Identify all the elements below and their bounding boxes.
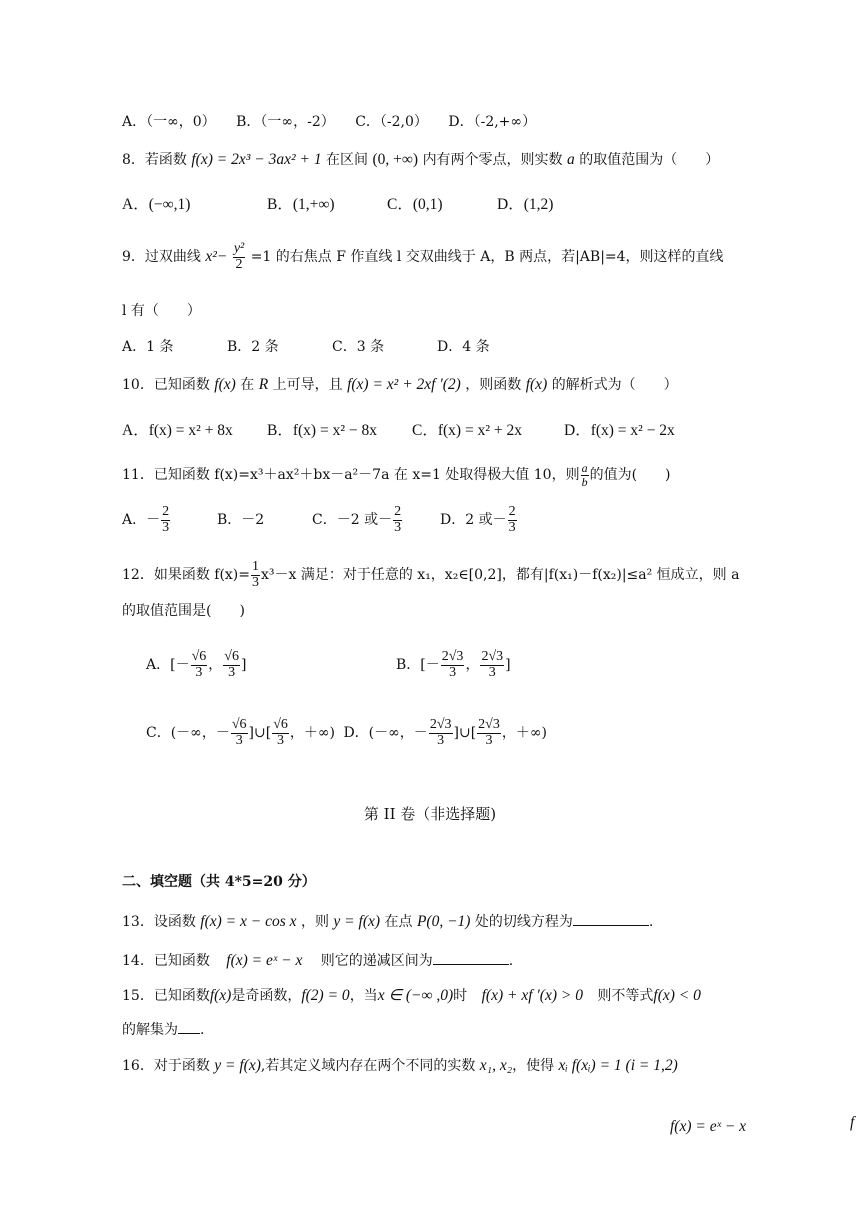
- q15-f1: f(x): [209, 987, 232, 1004]
- q10-stem: [122, 375, 678, 395]
- q11-c-frac: [393, 505, 402, 535]
- q13-tail: .: [648, 914, 654, 930]
- q10-option-d: D．f(x) = x² − 2x: [564, 422, 675, 439]
- q12-b-n2: 2√3: [481, 649, 504, 664]
- q10-prefix: 10．已知函数: [122, 377, 210, 393]
- q15-t1: 是奇函数，: [231, 988, 302, 1004]
- q11-a-den: 3: [162, 519, 170, 535]
- q12-option-c: [146, 717, 335, 748]
- q14-prefix: 14．已知函数: [122, 953, 210, 969]
- q12-d-n2: 2√3: [478, 717, 500, 732]
- q12-stem: [122, 560, 739, 590]
- q12-prefix: 12．如果函数 f(x)=: [122, 567, 250, 584]
- q11-option-b: B．－2: [217, 512, 265, 529]
- q12-d-mid: ]∪[: [453, 725, 477, 742]
- q11-d-label: D．2 或－: [440, 512, 507, 529]
- q10-end: 的解析式为（ ）: [551, 377, 678, 393]
- q13-blank[interactable]: [573, 911, 649, 926]
- q8-suffix: 内有两个零点，则实数: [422, 152, 563, 168]
- q8-option-b: B．(1,+∞): [267, 196, 335, 213]
- q9-suffix: =1 的右焦点 F 作直线 l 交双曲线于 A，B 两点，若|AB|=4，则这样的直线: [250, 249, 724, 266]
- q15-ineq: f(x) + xf ′(x) > 0: [481, 987, 583, 1004]
- q16-mid: ,若其定义域内存在两个不同的实数: [260, 1058, 476, 1074]
- q13-point: P(0, −1): [416, 913, 471, 930]
- section2-header: 二、填空题（共 4*5=20 分）: [122, 874, 316, 890]
- q8-interval: (0, +∞): [372, 151, 419, 168]
- q11-c-label: C．－2 或－: [312, 512, 393, 529]
- q13: [122, 911, 653, 932]
- q12-fraction: [251, 560, 260, 590]
- q12-c-n1: √6: [231, 717, 247, 732]
- q9-options: [122, 337, 490, 357]
- q15-ineq2: f(x) < 0: [653, 987, 701, 1004]
- q12-b-d1: 3: [449, 664, 457, 680]
- q12-a-sep: ，: [208, 657, 223, 674]
- q12-option-d: [343, 717, 547, 748]
- q12-a-d2: 3: [228, 664, 236, 680]
- q12-a-label: A．[－: [146, 657, 190, 674]
- q9-fraction: [233, 242, 245, 272]
- q12-option-a: [146, 650, 246, 680]
- q9-denominator: 2: [235, 256, 243, 272]
- q11-options: [122, 505, 518, 535]
- q12-c-frac2: [272, 718, 289, 748]
- q8-option-a: A．(−∞,1): [122, 196, 191, 213]
- q9-option-a: A．1 条: [122, 339, 174, 355]
- q11-text: 11．已知函数 f(x)=x³＋ax²＋bx－a²－7a 在 x=1 处取得极大值 10，则: [122, 467, 580, 484]
- q14: [122, 950, 513, 971]
- q14-end: 则它的递减区间为: [320, 953, 433, 969]
- part2-title: 第 II 卷（非选择题): [363, 805, 497, 823]
- q12-b-end: ]: [505, 657, 511, 674]
- q9-line2: l 有（ ）: [122, 303, 201, 319]
- q12-d-end: ，＋∞): [501, 725, 547, 742]
- q8-option-c: C．(0,1): [387, 196, 443, 213]
- q8-stem: [122, 150, 719, 170]
- q12-options-cd: [146, 718, 547, 748]
- q15-prefix: 15．已知函数: [122, 988, 210, 1004]
- q15-t4: 则不等式: [597, 988, 654, 1004]
- q13-end: 处的切线方程为: [474, 914, 573, 930]
- q16-function: y = f(x): [214, 1057, 261, 1074]
- q12-c-end: ，＋∞): [289, 725, 335, 742]
- q11-a-num: 2: [162, 504, 170, 519]
- q7-option-b: B．（一∞，-2）: [236, 114, 335, 130]
- q8-mid: 在区间: [326, 152, 369, 168]
- q9-numerator: y²: [233, 241, 245, 256]
- q12-suffix: x³－x 满足：对于任意的 x₁，x₂∈[0,2]，都有|f(x₁)－f(x₂)|≤a² 恒成立，则 a: [261, 567, 740, 584]
- q10-mid1: 在: [240, 377, 255, 393]
- q12-den: 3: [252, 574, 259, 590]
- q9-option-d: D．4 条: [437, 339, 490, 355]
- q12-c-d2: 3: [277, 732, 285, 748]
- q8-prefix: 8．若函数: [122, 152, 187, 168]
- q7-option-c: C．（-2,0）: [355, 114, 428, 130]
- q10-func-short: f(x): [214, 376, 236, 393]
- q11-d-frac: [508, 505, 517, 535]
- q15-line2: [122, 1019, 204, 1040]
- q12-b-label: B．[－: [396, 657, 440, 674]
- q9-prefix: 9．过双曲线: [122, 249, 201, 266]
- q10-mid2: 上可导，且: [272, 377, 343, 393]
- q9-stem: [122, 242, 724, 272]
- q15-cond: x ∈ (−∞ ,0): [377, 987, 454, 1004]
- q14-blank[interactable]: [433, 950, 509, 965]
- q15-t3: 时: [453, 988, 468, 1004]
- q11-den: b: [581, 474, 588, 489]
- q12-line2: 的取值范围是( ): [122, 603, 245, 619]
- q12-c-d1: 3: [235, 732, 243, 748]
- q16-vars: x₁, x₂: [479, 1057, 513, 1074]
- q12-d-frac2: [477, 718, 501, 748]
- q15-f2: f(2) = 0: [301, 987, 350, 1004]
- q11-option-c: [312, 505, 440, 535]
- q10-option-c: C．f(x) = x² + 2x: [412, 422, 522, 439]
- q12-d-d1: 3: [437, 732, 445, 748]
- q13-mid: ，则: [300, 914, 329, 930]
- q11-a-label: A．－: [122, 512, 161, 529]
- q15-blank[interactable]: [178, 1019, 200, 1034]
- q10-equation: f(x) = x² + 2xf ′(2): [347, 376, 461, 393]
- q11-option-d: [440, 504, 518, 535]
- q9-option-b: B．2 条: [227, 339, 279, 355]
- q12-c-n2: √6: [273, 717, 288, 732]
- q11-d-num: 2: [508, 504, 516, 519]
- q8-option-d: D．(1,2): [497, 196, 554, 213]
- q10-option-b: B．f(x) = x² − 8x: [267, 422, 377, 439]
- q7-options: [122, 112, 536, 132]
- q15-tail: .: [200, 1022, 205, 1038]
- q8-end: 的取值范围为（ ）: [579, 152, 720, 168]
- q12-a-frac2: [223, 650, 240, 680]
- q13-function: f(x) = x − cos x: [200, 913, 297, 930]
- q16-mid2: ，使得: [512, 1058, 555, 1074]
- q16: [122, 1056, 678, 1076]
- q11-fraction: [581, 462, 589, 488]
- q7-option-d: D．（-2,+∞）: [448, 114, 537, 130]
- q12-c-label: C．(－∞，－: [146, 725, 230, 742]
- q11-d-den: 3: [508, 519, 516, 535]
- q12-a-end: ]: [240, 657, 247, 674]
- q10-set: R: [258, 376, 269, 393]
- q9-option-c: C．3 条: [332, 339, 385, 355]
- q12-option-b: [396, 650, 511, 680]
- footer-fragment: f: [850, 1114, 855, 1131]
- q10-option-a: A．f(x) = x² + 8x: [122, 422, 233, 439]
- q9-x-term: x²−: [205, 248, 228, 266]
- q12-b-d2: 3: [488, 664, 496, 680]
- q8-var: a: [567, 151, 575, 168]
- q12-d-label: D．(－∞，－: [343, 725, 428, 742]
- q8-function: f(x) = 2x³ − 3ax² + 1: [191, 151, 322, 168]
- q14-function: f(x) = eˣ − x: [226, 952, 303, 969]
- q15: [122, 986, 701, 1006]
- q12-d-n1: 2√3: [429, 717, 452, 732]
- q13-curve: y = f(x): [333, 913, 381, 930]
- q12-a-n1: √6: [191, 649, 207, 664]
- q7-option-a: A．（一∞，0）: [122, 114, 216, 130]
- q12-b-n1: 2√3: [441, 649, 464, 664]
- q11-stem: [122, 462, 671, 488]
- q16-cond: xᵢ f(xᵢ) = 1 (i = 1,2): [558, 1057, 678, 1074]
- q16-prefix: 16．对于函数: [122, 1058, 210, 1074]
- q12-b-frac2: [480, 650, 504, 680]
- q10-func-short-2: f(x): [525, 376, 548, 393]
- q12-d-frac1: [429, 718, 453, 748]
- q11-num: a: [581, 461, 588, 475]
- footer-function: f(x) = eˣ − x: [670, 1118, 747, 1135]
- q15-line2-text: 的解集为: [122, 1022, 178, 1038]
- q11-c-den: 3: [394, 519, 402, 535]
- q11-option-a: [122, 505, 217, 535]
- q12-d-d2: 3: [485, 732, 493, 748]
- q13-mid2: 在点: [384, 914, 413, 930]
- q11-end: 的值为( ): [589, 467, 671, 484]
- q12-a-d1: 3: [195, 664, 203, 680]
- q12-a-frac1: [191, 650, 208, 680]
- q12-c-frac1: [231, 718, 248, 748]
- q8-options: [122, 195, 553, 215]
- q15-t2: ，当: [349, 988, 378, 1004]
- q12-b-frac1: [441, 650, 465, 680]
- q10-mid3: ，则函数: [465, 377, 522, 393]
- q11-c-num: 2: [394, 504, 402, 519]
- q12-b-sep: ，: [465, 657, 480, 674]
- q12-c-mid: ]∪[: [248, 725, 272, 742]
- q10-options: [122, 421, 675, 441]
- q12-a-n2: √6: [224, 649, 239, 664]
- q14-tail: .: [508, 953, 514, 969]
- q13-prefix: 13．设函数: [122, 914, 196, 930]
- q12-num: 1: [252, 559, 259, 574]
- q11-a-frac: [161, 505, 170, 535]
